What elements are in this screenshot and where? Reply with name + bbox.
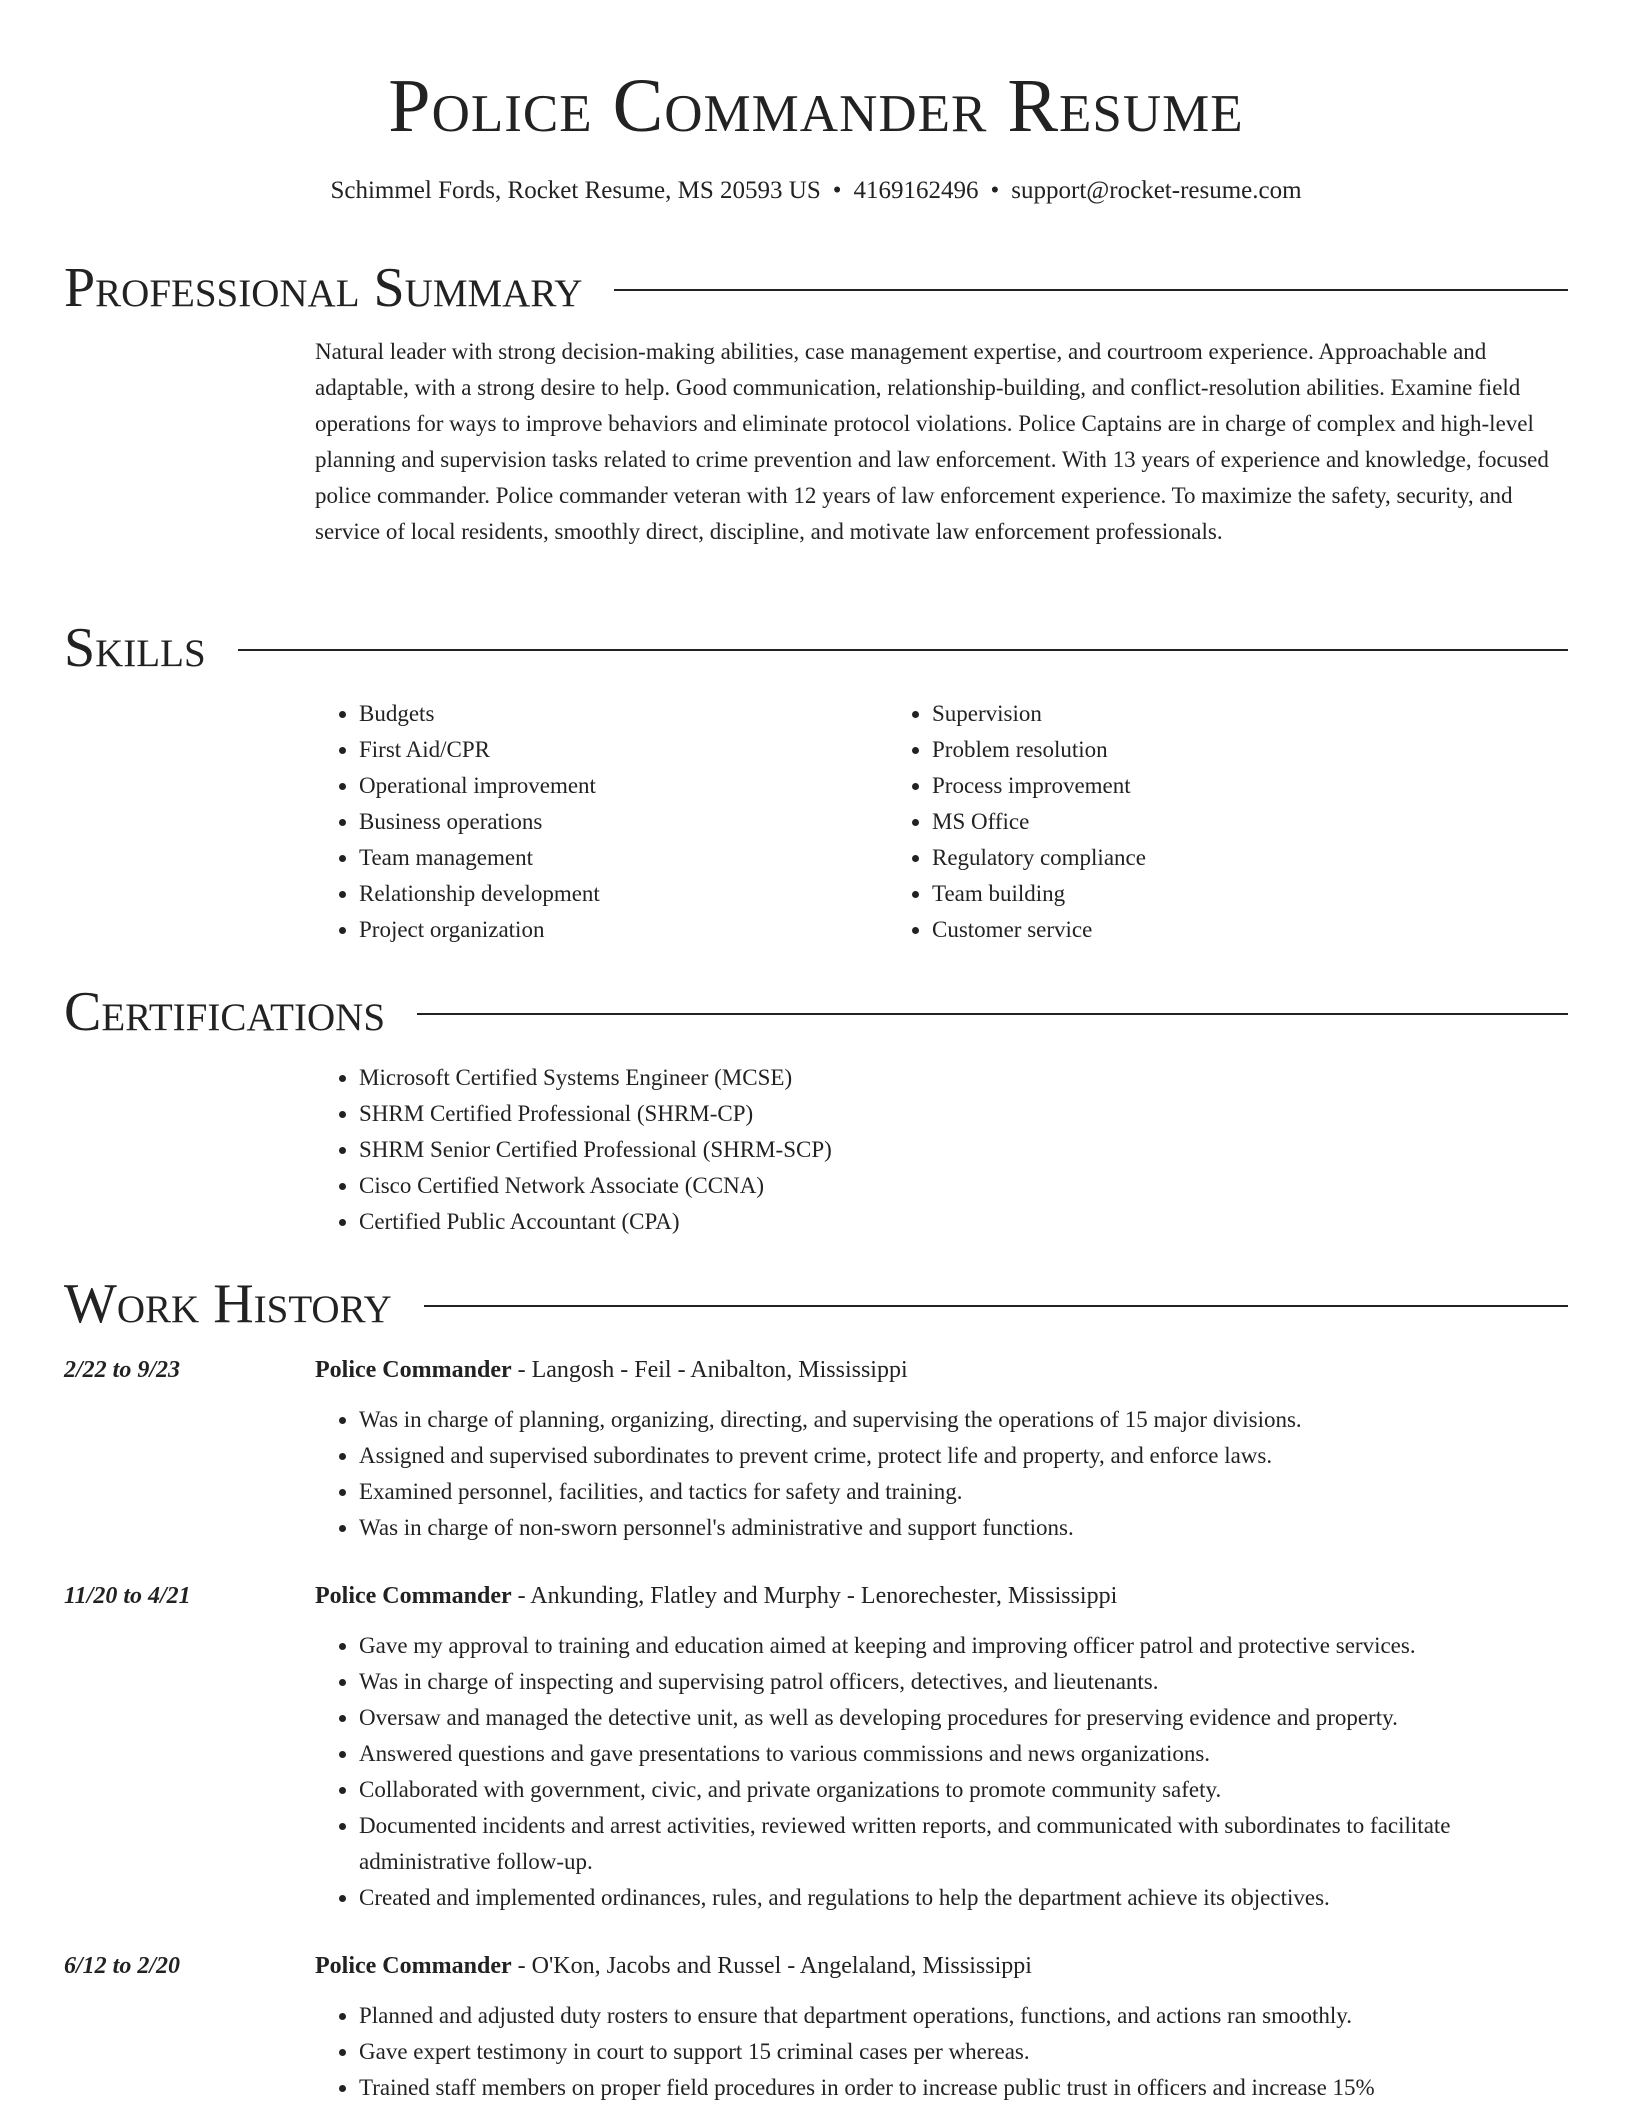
job-bullet: • Was in charge of non-sworn personnel's administrative and support functions. — [359, 1510, 1568, 1546]
job-bullet: • Collaborated with government, civic, and private organizations to promote community safety. — [359, 1772, 1568, 1808]
summary-title: Professional Summary — [64, 257, 583, 319]
job-bullet: • Was in charge of planning, organizing, directing, and supervising the operations of 15 major divisions. — [359, 1402, 1568, 1438]
job-details — [315, 1578, 1568, 1916]
job-heading — [315, 1352, 1568, 1388]
contact-separator: • — [990, 177, 1000, 204]
job-bullet: • Trained staff members on proper field procedures in order to increase public trust in officers and increase 15% — [359, 2070, 1568, 2106]
skill-item: • Operational improvement — [359, 768, 888, 804]
skill-item: • Budgets — [359, 696, 888, 732]
skills-list-left — [315, 696, 888, 948]
skill-item: • Customer service — [932, 912, 1461, 948]
skill-item: • First Aid/CPR — [359, 732, 888, 768]
contact-email: support@rocket-resume.com — [1011, 177, 1302, 204]
job-title: Police Commander — [315, 1357, 512, 1383]
job-bullet: • Gave my approval to training and education aimed at keeping and improving officer patrol and protective services. — [359, 1628, 1568, 1664]
job-dates: 2/22 to 9/23 — [64, 1357, 181, 1383]
skills-list-right — [888, 696, 1461, 948]
skill-item: • Supervision — [932, 696, 1461, 732]
job-entry — [64, 1578, 1568, 1916]
job-bullets — [315, 1998, 1568, 2106]
job-bullet: • Created and implemented ordinances, rules, and regulations to help the department achieve its objectives. — [359, 1880, 1568, 1916]
section-divider — [417, 1013, 1568, 1015]
skill-item: • Team building — [932, 876, 1461, 912]
job-bullet: • Examined personnel, facilities, and tactics for safety and training. — [359, 1474, 1568, 1510]
work-history-body — [64, 1352, 1568, 2106]
summary-text: Natural leader with strong decision-making abilities, case management expertise, and courtroom experience. Approachable and adaptable, with a strong desire to help. Good communication, relationship-building, and conflict-resolution abilities. Examine field operations for ways to improve behaviors and eliminate protocol violations. Police Captains are in charge of complex and high-level planning and supervision tasks related to crime prevention and law enforcement. With 13 years of experience and knowledge, focused police commander. Police commander veteran with 12 years of law enforcement experience. To maximize the safety, security, and service of local residents, smoothly direct, discipline, and motivate law enforcement professionals. — [315, 339, 1549, 544]
summary-body — [315, 334, 1568, 550]
certification-item: • Cisco Certified Network Associate (CCNA) — [359, 1168, 1568, 1204]
work-history-header — [64, 1272, 1568, 1336]
skill-item: • Team management — [359, 840, 888, 876]
job-title: Police Commander — [315, 1583, 512, 1609]
certification-item: • SHRM Senior Certified Professional (SHRM-SCP) — [359, 1132, 1568, 1168]
contact-phone: 4169162496 — [853, 177, 979, 204]
job-bullet: • Planned and adjusted duty rosters to ensure that department operations, functions, and actions ran smoothly. — [359, 1998, 1568, 2034]
skill-item: • Problem resolution — [932, 732, 1461, 768]
skill-item: • Relationship development — [359, 876, 888, 912]
job-details — [315, 1352, 1568, 1546]
job-heading — [315, 1948, 1568, 1984]
skill-item: • Regulatory compliance — [932, 840, 1461, 876]
contact-address: Schimmel Fords, Rocket Resume, MS 20593 US — [330, 177, 821, 204]
job-bullet: • Documented incidents and arrest activities, reviewed written reports, and communicated with subordinates to facilitate administrative follow-up. — [359, 1808, 1568, 1880]
job-dates: 6/12 to 2/20 — [64, 1953, 181, 1979]
job-bullet: • Was in charge of inspecting and supervising patrol officers, detectives, and lieutenants. — [359, 1664, 1568, 1700]
certification-item: • Certified Public Accountant (CPA) — [359, 1204, 1568, 1240]
skills-title: Skills — [64, 617, 206, 679]
certification-item: • Microsoft Certified Systems Engineer (MCSE) — [359, 1060, 1568, 1096]
certification-item: • SHRM Certified Professional (SHRM-CP) — [359, 1096, 1568, 1132]
job-bullets — [315, 1628, 1568, 1916]
job-heading — [315, 1578, 1568, 1614]
resume-title: Police Commander Resume — [388, 64, 1244, 148]
contact-line — [0, 174, 1632, 208]
section-divider — [614, 289, 1568, 291]
job-employer: - Ankunding, Flatley and Murphy - Lenorechester, Mississippi — [511, 1583, 1118, 1609]
summary-section — [64, 256, 1568, 550]
skill-item: • Process improvement — [932, 768, 1461, 804]
contact-separator: • — [832, 177, 842, 204]
skills-grid — [315, 696, 1568, 948]
skill-item: • MS Office — [932, 804, 1461, 840]
skills-body — [315, 696, 1568, 948]
job-bullet: • Oversaw and managed the detective unit, as well as developing procedures for preserving evidence and property. — [359, 1700, 1568, 1736]
work-history-title: Work History — [64, 1273, 392, 1335]
section-divider — [424, 1305, 1568, 1307]
skills-section — [64, 616, 1568, 948]
job-title: Police Commander — [315, 1953, 512, 1979]
job-bullet: • Answered questions and gave presentations to various commissions and news organizations. — [359, 1736, 1568, 1772]
job-bullet: • Assigned and supervised subordinates to prevent crime, protect life and property, and enforce laws. — [359, 1438, 1568, 1474]
job-employer: - Langosh - Feil - Anibalton, Mississippi — [511, 1357, 908, 1383]
certifications-list — [315, 1060, 1568, 1240]
job-bullet: • Gave expert testimony in court to support 15 criminal cases per whereas. — [359, 2034, 1568, 2070]
job-details — [315, 1948, 1568, 2106]
job-entry — [64, 1352, 1568, 1546]
section-divider — [238, 649, 1568, 651]
summary-header — [64, 256, 1568, 320]
job-employer: - O'Kon, Jacobs and Russel - Angelaland, Mississippi — [511, 1953, 1032, 1979]
skill-item: • Project organization — [359, 912, 888, 948]
skills-header — [64, 616, 1568, 680]
work-history-section — [64, 1272, 1568, 2112]
certifications-section — [64, 980, 1568, 1240]
certifications-body — [315, 1060, 1568, 1240]
skill-item: • Business operations — [359, 804, 888, 840]
certifications-title: Certifications — [64, 981, 386, 1043]
certifications-header — [64, 980, 1568, 1044]
job-bullets — [315, 1402, 1568, 1546]
job-entry — [64, 1948, 1568, 2106]
job-dates: 11/20 to 4/21 — [64, 1583, 191, 1609]
